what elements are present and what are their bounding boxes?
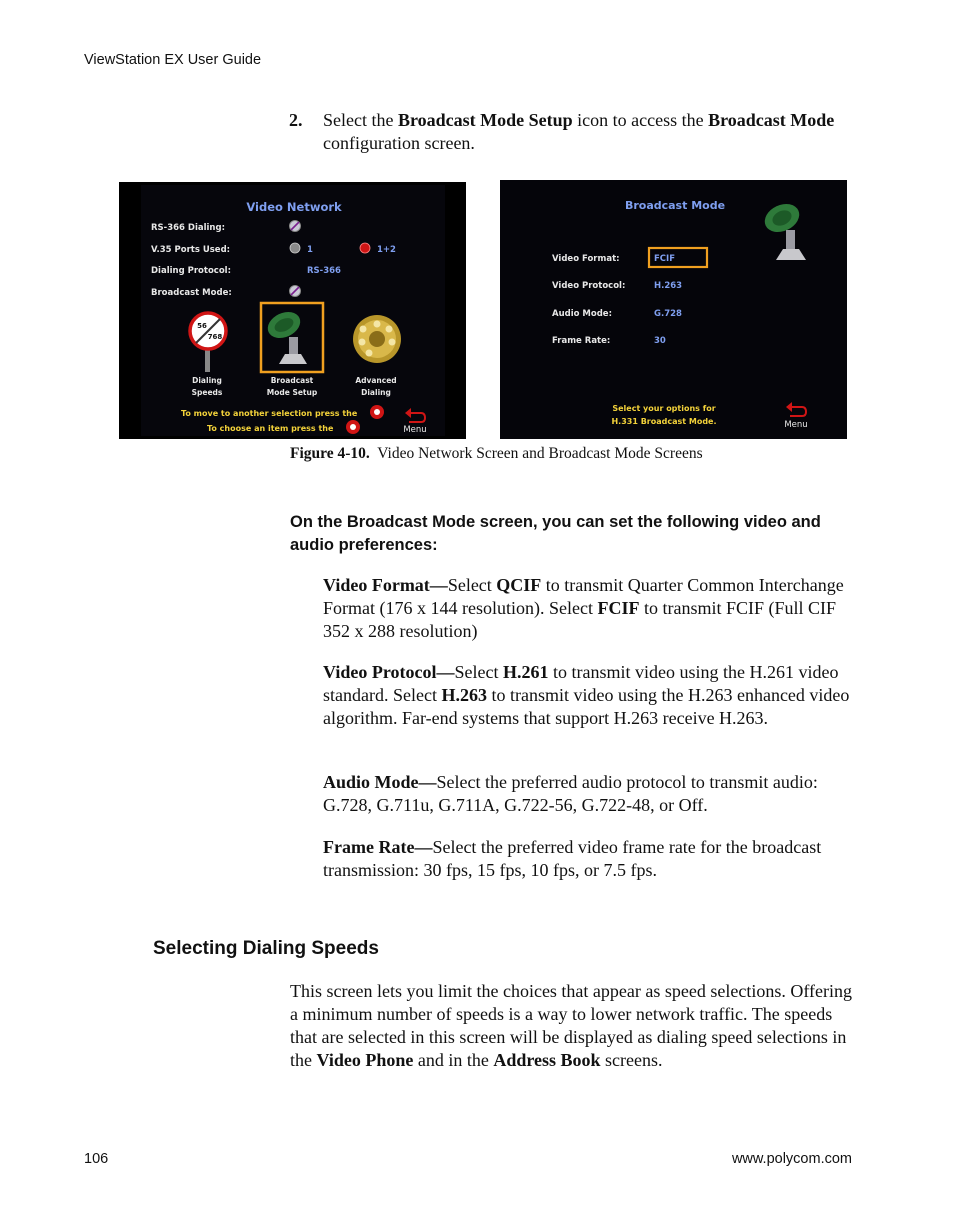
- sign-number-bottom: 768: [207, 333, 223, 341]
- icon-label-dialing-adv: Dialing: [361, 388, 391, 397]
- broadcast-mode-setup-term: Broadcast Mode Setup: [397, 110, 573, 130]
- osd-label-audio-mode: Audio Mode:: [552, 309, 612, 319]
- icon-label-mode-setup: Mode Setup: [266, 388, 318, 397]
- radio-option-1plus2-icon[interactable]: [360, 243, 370, 253]
- video-protocol-value[interactable]: H.263: [654, 281, 683, 291]
- video-format-value: FCIF: [654, 254, 676, 264]
- frame-rate-value[interactable]: 30: [654, 336, 666, 346]
- radio-option-1-icon[interactable]: [290, 243, 300, 253]
- term-video-format: Video Format—: [323, 575, 448, 595]
- osd-title: Video Network: [246, 200, 342, 214]
- audio-mode-item: Audio Mode—Select the preferred audio protocol to transmit audio: G.728, G.711u, G.711A, G.722-56, G.722-48, or Off.: [323, 772, 818, 815]
- sign-number-top: 56: [197, 322, 207, 330]
- icon-label-speeds: Speeds: [191, 388, 223, 397]
- v35-option-1: 1: [307, 245, 313, 255]
- icon-label-advanced: Advanced: [355, 376, 397, 385]
- osd-help-line-2: To choose an item press the: [207, 424, 334, 433]
- broadcast-mode-term: Broadcast Mode: [708, 110, 835, 130]
- step-text: Select the Broadcast Mode Setup icon to access the Broadcast Mode configuration screen.: [323, 110, 835, 153]
- figure-caption: [290, 445, 703, 463]
- section-heading: Selecting Dialing Speeds: [153, 938, 379, 959]
- broadcast-mode-screenshot: [500, 180, 847, 439]
- osd-label-rs366: RS-366 Dialing:: [151, 223, 225, 233]
- section-body: This screen lets you limit the choices that appear as speed selections. Offering a minimum number of speeds is a way to lower network traffic. The speeds that are selected in this screen will be displayed as dialing speed selections in the Video Phone and in the Address Book screens.: [290, 981, 852, 1070]
- address-book-term: Address Book: [493, 1050, 601, 1070]
- running-header: ViewStation EX User Guide: [84, 52, 262, 68]
- osd-label-video-format: Video Format:: [552, 254, 620, 264]
- dialing-protocol-value: RS-366: [307, 266, 341, 276]
- audio-mode-value[interactable]: G.728: [654, 309, 682, 319]
- menu-label[interactable]: Menu: [403, 425, 427, 435]
- osd-title: Broadcast Mode: [624, 199, 726, 212]
- video-format-item: Video Format—Select QCIF to transmit Quarter Common Interchange Format (176 x 144 resolution). Select FCIF to transmit FCIF (Full CIF 352 x 288 resolution): [323, 575, 844, 641]
- icon-label-broadcast: Broadcast: [270, 376, 314, 385]
- remote-arrow-icon: [370, 405, 384, 419]
- advanced-dialing-icon[interactable]: [353, 315, 401, 363]
- broadcast-mode-checkbox-icon[interactable]: [290, 286, 301, 297]
- osd-label-dialing-protocol: Dialing Protocol:: [151, 266, 231, 276]
- figure-caption-text: Video Network Screen and Broadcast Mode Screens: [377, 445, 703, 462]
- osd-help-line-1: Select your options for: [612, 404, 716, 413]
- term-frame-rate: Frame Rate—: [323, 837, 433, 857]
- v35-option-1plus2: 1+2: [377, 245, 396, 255]
- icon-label-dialing: Dialing: [192, 376, 222, 385]
- frame-rate-item: Frame Rate—Select the preferred video frame rate for the broadcast transmission: 30 fps, 15 fps, 10 fps, or 7.5 fps.: [323, 837, 822, 880]
- osd-help-line-2: H.331 Broadcast Mode.: [611, 417, 717, 426]
- osd-help-line-1: To move to another selection press the: [181, 409, 358, 418]
- video-network-screenshot: [119, 182, 466, 439]
- intro-heading: On the Broadcast Mode screen, you can set the following video and audio preferences:: [290, 513, 821, 554]
- video-phone-term: Video Phone: [316, 1050, 414, 1070]
- term-audio-mode: Audio Mode—: [323, 772, 437, 792]
- osd-label-v35: V.35 Ports Used:: [151, 245, 231, 255]
- page-number: 106: [84, 1151, 109, 1167]
- menu-label[interactable]: Menu: [784, 420, 808, 430]
- osd-label-video-protocol: Video Protocol:: [552, 281, 626, 291]
- video-protocol-item: Video Protocol—Select H.261 to transmit video using the H.261 video standard. Select H.263 to transmit video using the H.263 enhanced video algorithm. Far-end systems that support H.263 receive H.263.: [323, 662, 850, 728]
- rs366-checkbox-icon[interactable]: [290, 221, 301, 232]
- osd-label-broadcast-mode: Broadcast Mode:: [151, 288, 232, 298]
- step-number: 2.: [289, 110, 303, 130]
- footer-url[interactable]: www.polycom.com: [731, 1151, 852, 1167]
- osd-label-frame-rate: Frame Rate:: [552, 336, 611, 346]
- remote-select-icon: [346, 420, 360, 434]
- figure-label: Figure 4-10.: [290, 445, 370, 462]
- term-video-protocol: Video Protocol—: [323, 662, 455, 682]
